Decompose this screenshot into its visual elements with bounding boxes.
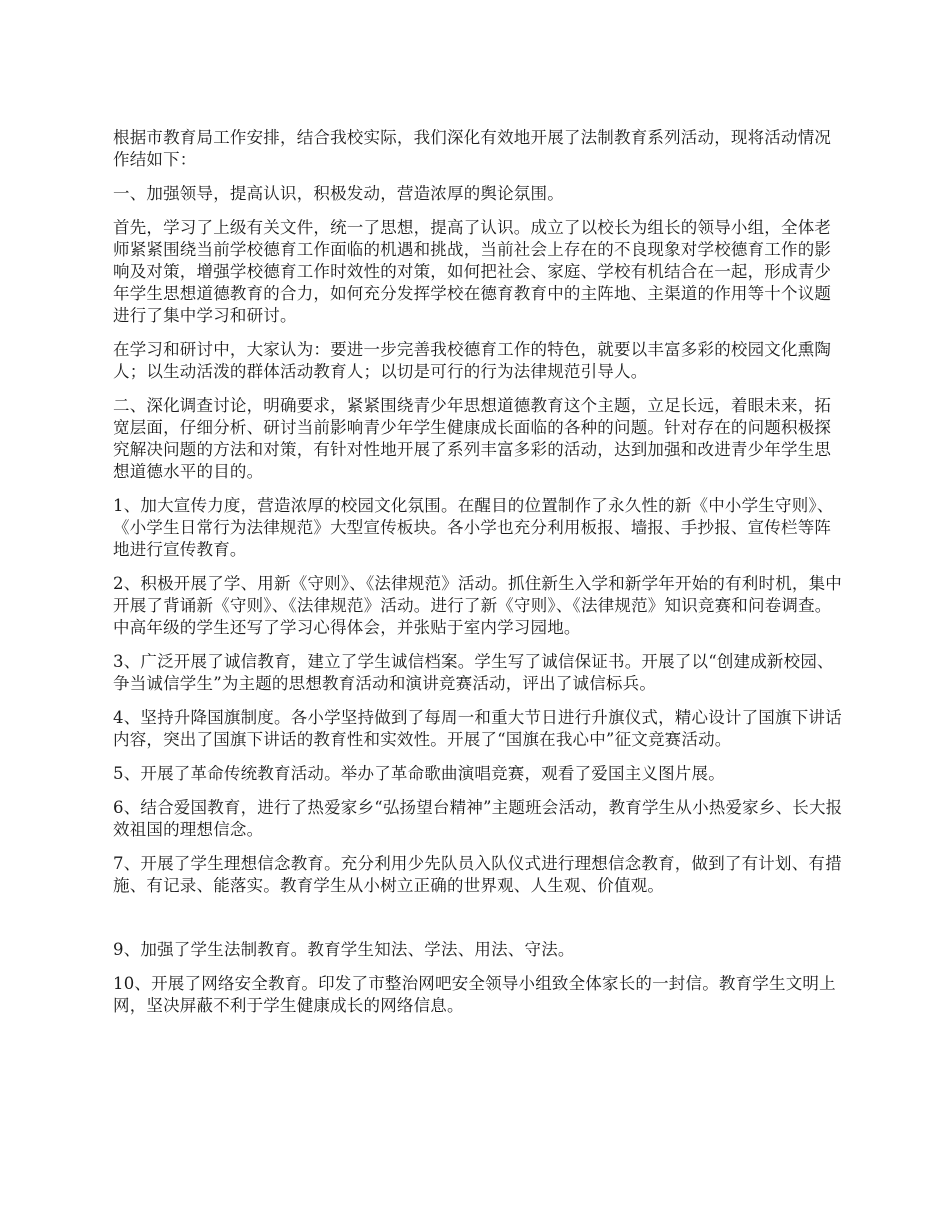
list-item-7: 7、开展了学生理想信念教育。充分利用少先队员入队仪式进行理想信念教育，做到了有计划、有措施、有记录、能落实。教育学生从小树立正确的世界观、人生观、价值观。: [113, 854, 842, 895]
body-paragraph: 首先，学习了上级有关文件，统一了思想，提高了认识。成立了以校长为组长的领导小组，全体老师紧紧围绕当前学校德育工作面临的机遇和挑战，当前社会上存在的不良现象对学校德育工作的影响及对策，增强学校德育工作时效性的对策，如何把社会、家庭、学校有机结合在一起，形成青少年学生思想道德教育的合力，如何充分发挥学校在德育教育中的主阵地、主渠道的作用等十个议题进行了集中学习和研讨。: [113, 218, 832, 325]
section-heading-1: 一、加强领导，提高认识，积极发动，营造浓厚的舆论氛围。: [113, 184, 564, 203]
list-item-6: 6、结合爱国教育，进行了热爱家乡“弘扬望台精神”主题班会活动，教育学生从小热爱家乡、长大报效祖国的理想信念。: [113, 798, 843, 839]
list-item-3: 3、广泛开展了诚信教育，建立了学生诚信档案。学生写了诚信保证书。开展了以“创建成新校园、争当诚信学生”为主题的思想教育活动和演讲竞赛活动，评出了诚信标兵。: [113, 652, 834, 693]
list-item-9: 9、加强了学生法制教育。教育学生知法、学法、用法、守法。: [113, 940, 575, 959]
list-item-1: 1、加大宣传力度，营造浓厚的校园文化氛围。在醒目的位置制作了永久性的新《中小学生守则》、《小学生日常行为法律规范》大型宣传板块。各小学也充分利用板报、墙报、手抄报、宣传栏等阵地进行宣传教育。: [113, 496, 834, 559]
list-item-5: 5、开展了革命传统教育活动。举办了革命歌曲演唱竞赛，观看了爱国主义图片展。: [113, 764, 725, 783]
body-paragraph: 在学习和研讨中，大家认为：要进一步完善我校德育工作的特色，就要以丰富多彩的校园文化熏陶人；以生动活泼的群体活动教育人；以切是可行的行为法律规范引导人。: [113, 340, 832, 381]
list-item-2: 2、积极开展了学、用新《守则》、《法律规范》活动。抓住新生入学和新学年开始的有利时机，集中开展了背诵新《守则》、《法律规范》活动。进行了新《守则》、《法律规范》知识竞赛和问卷调查。中高年级的学生还写了学习心得体会，并张贴于室内学习园地。: [113, 574, 842, 637]
section-heading-2: 二、深化调查讨论，明确要求，紧紧围绕青少年思想道德教育这个主题，立足长远，着眼未来，拓宽层面，仔细分析、研讨当前影响青少年学生健康成长面临的各种的问题。针对存在的问题积极探究解决问题的方法和对策，有针对性地开展了系列丰富多彩的活动，达到加强和改进青少年学生思想道德水平的目的。: [113, 396, 832, 481]
intro-paragraph: 根据市教育局工作安排，结合我校实际，我们深化有效地开展了法制教育系列活动，现将活动情况作结如下：: [113, 128, 832, 169]
list-item-10: 10、开展了网络安全教育。印发了市整治网吧安全领导小组致全体家长的一封信。教育学生文明上网，坚决屏蔽不利于学生健康成长的网络信息。: [113, 974, 836, 1015]
document-body: [113, 127, 843, 1029]
list-item-4: 4、坚持升降国旗制度。各小学坚持做到了每周一和重大节日进行升旗仪式，精心设计了国旗下讲话内容，突出了国旗下讲话的教育性和实效性。开展了“国旗在我心中”征文竞赛活动。: [113, 708, 842, 749]
